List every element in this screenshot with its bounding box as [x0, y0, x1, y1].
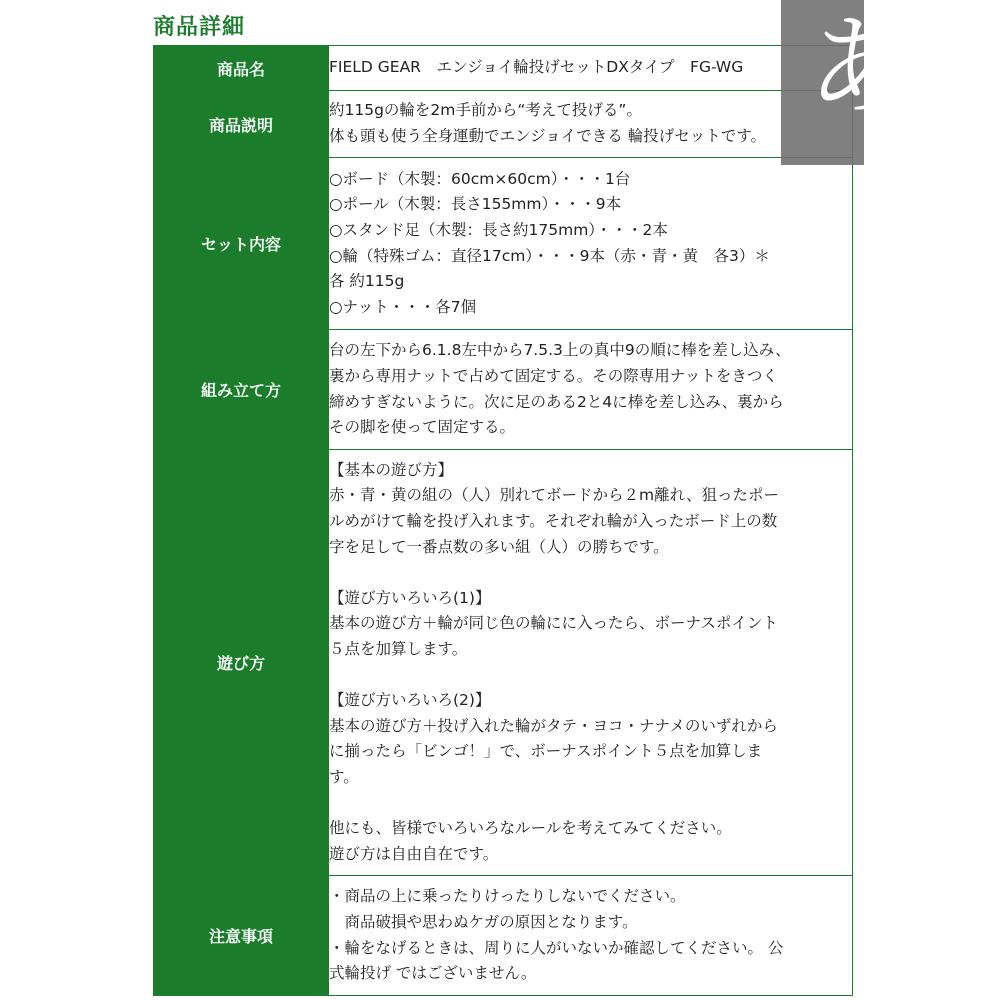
- text-line: に揃ったら「ビンゴ！」で、ボーナスポイント５点を加算しま: [329, 742, 763, 761]
- text-line: ・輪をなげるときは、周りに人がいないか確認してください。 公: [329, 938, 784, 957]
- text-line: [329, 790, 852, 816]
- text-line: ・商品の上に乗ったりけったりしないでください。: [329, 887, 686, 906]
- text-line: [329, 560, 852, 586]
- text-line: ○ポール（木製：長さ155mm）・・・9本: [329, 195, 622, 214]
- row-product-name: [154, 46, 853, 91]
- product-description-label: 商品説明: [154, 91, 329, 158]
- text-line: ５点を加算します。: [329, 639, 468, 658]
- overlay-glyph: あ: [807, 3, 917, 131]
- product-name-label: 商品名: [154, 46, 329, 91]
- text-line: ○スタンド足（木製：長さ約175mm）・・・2本: [329, 220, 668, 239]
- text-line: 他にも、皆様でいろいろなルールを考えてみてください。: [329, 819, 732, 838]
- text-line: ルめがけて輪を投げ入れます。それぞれ輪が入ったボード上の数: [329, 511, 778, 530]
- text-line: ○ナット・・・各7個: [329, 297, 477, 316]
- set-contents-label: セット内容: [154, 158, 329, 330]
- text-line: 基本の遊び方＋投げ入れた輪がタテ・ヨコ・ナナメのいずれから: [329, 716, 778, 735]
- assembly-value: [329, 330, 853, 450]
- text-line: FIELD GEAR エンジョイ輪投げセットDXタイプ FG-WG: [329, 58, 744, 77]
- section-title: 商品詳細: [153, 15, 246, 40]
- text-line: 商品破損や思わぬケガの原因となります。: [329, 912, 638, 931]
- text-line: 裏から専用ナットで占めて固定する。その際専用ナットをきつく: [329, 366, 778, 385]
- text-line: ○ボード（木製：60cm×60cm）・・・1台: [329, 169, 631, 188]
- caution-value: [329, 876, 853, 996]
- text-line: 【基本の遊び方】: [329, 460, 454, 479]
- caution-label: 注意事項: [154, 876, 329, 996]
- text-line: [329, 663, 852, 689]
- text-line: 字を足して一番点数の多い組（人）の勝ちです。: [329, 537, 669, 556]
- text-line: す。: [329, 767, 359, 786]
- text-line: 式輪投げ ではございません。: [329, 964, 537, 983]
- text-line: その脚を使って固定する。: [329, 418, 516, 437]
- row-how-to-play: [154, 450, 853, 876]
- product-detail-table: [153, 45, 853, 996]
- text-line: 【遊び方いろいろ(1)】: [329, 588, 491, 607]
- text-line: 約115gの輪を2m手前から“考えて投げる”。: [329, 101, 642, 120]
- text-line: 締めすぎないように。次に足のある2と4に棒を差し込み、裏から: [329, 392, 784, 411]
- product-description-value: [329, 91, 853, 158]
- product-name-value: [329, 46, 853, 91]
- row-caution: [154, 876, 853, 996]
- text-line: 赤・青・黄の組の（人）別れてボードから２m離れ、狙ったポー: [329, 486, 780, 505]
- row-product-description: [154, 91, 853, 158]
- text-line: 台の左下から6.1.8左中から7.5.3上の真中9の順に棒を差し込み、: [329, 341, 791, 360]
- how-to-play-value: [329, 450, 853, 876]
- text-line: 遊び方は自由自在です。: [329, 844, 499, 863]
- row-assembly: [154, 330, 853, 450]
- text-line: 各 約115g: [329, 272, 405, 291]
- text-line: ○輪（特殊ゴム：直径17cm）・・・9本（赤・青・黄 各3）＊: [329, 246, 770, 265]
- text-line: 【遊び方いろいろ(2)】: [329, 691, 491, 710]
- text-line: 体も頭も使う全身運動でエンジョイできる 輪投げセットです。: [329, 127, 766, 145]
- how-to-play-label: 遊び方: [154, 450, 329, 876]
- text-line: 基本の遊び方＋輪が同じ色の輪にに入ったら、ボーナスポイント: [329, 614, 778, 633]
- row-set-contents: [154, 158, 853, 330]
- assembly-label: 組み立て方: [154, 330, 329, 450]
- set-contents-value: [329, 158, 853, 330]
- character-overlay: [781, 0, 917, 165]
